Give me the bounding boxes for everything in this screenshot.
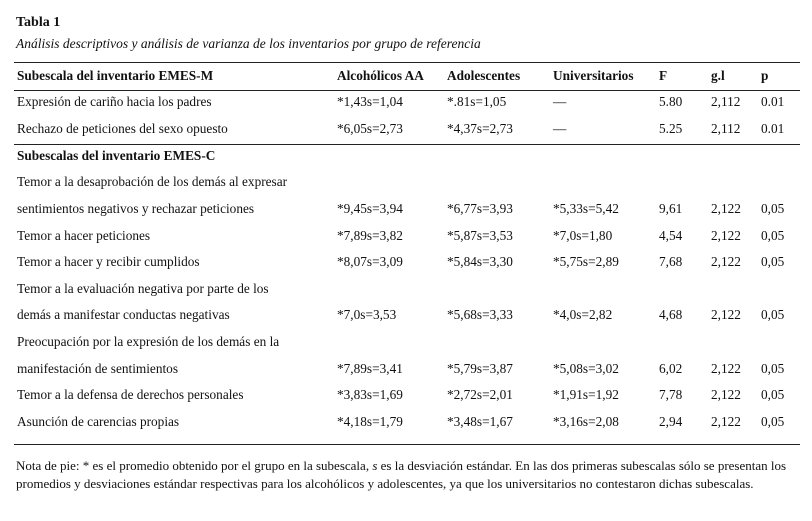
cell-alcoholicos: *1,43s=1,04 — [337, 94, 403, 110]
footnote-s-symbol: s — [372, 458, 378, 473]
cell-gl: 2,122 — [711, 360, 741, 376]
cell-p: 0,05 — [761, 387, 785, 403]
cell-universitarios: *5,33s=5,42 — [553, 201, 619, 217]
cell-alcoholicos: *8,07s=3,09 — [337, 254, 403, 270]
cell-adolescentes: *6,77s=3,93 — [447, 201, 513, 217]
cell-alcoholicos: *7,89s=3,41 — [337, 360, 403, 376]
row-label: Temor a la defensa de derechos personales — [17, 387, 244, 403]
cell-f: 6,02 — [659, 360, 683, 376]
cell-universitarios — [553, 169, 659, 196]
bottom-rule — [14, 444, 800, 445]
cell-gl: 2,122 — [711, 254, 741, 270]
table-row — [14, 196, 800, 223]
cell-universitarios — [553, 276, 659, 303]
header-f: F — [659, 67, 668, 83]
row-label: demás a manifestar conductas negativas — [17, 307, 230, 323]
cell-gl: 2,122 — [711, 387, 741, 403]
cell-alcoholicos: *7,89s=3,82 — [337, 227, 403, 243]
table-row — [14, 249, 800, 276]
cell-p: 0,05 — [761, 360, 785, 376]
cell-universitarios: *4,0s=2,82 — [553, 307, 613, 323]
cell-universitarios: — — [553, 94, 567, 110]
cell-alcoholicos: *4,18s=1,79 — [337, 413, 403, 429]
row-label: Rechazo de peticiones del sexo opuesto — [17, 120, 228, 136]
cell-p — [761, 276, 800, 303]
row-label: manifestación de sentimientos — [17, 360, 178, 376]
cell-p: 0,05 — [761, 307, 785, 323]
table-row — [14, 355, 800, 382]
table-row — [14, 302, 800, 329]
footnote-part1: Nota de pie: * es el promedio obtenido por el grupo en la subescala, — [16, 458, 373, 473]
cell-p: 0,05 — [761, 227, 785, 243]
cell-gl: 2,122 — [711, 307, 741, 323]
cell-gl: 2,112 — [711, 94, 741, 110]
table-row — [14, 169, 800, 196]
cell-adolescentes — [447, 169, 553, 196]
cell-alcoholicos: *3,83s=1,69 — [337, 387, 403, 403]
cell-universitarios: *3,16s=2,08 — [553, 413, 619, 429]
cell-adolescentes — [447, 329, 553, 356]
cell-p: 0,05 — [761, 201, 785, 217]
cell-adolescentes — [447, 276, 553, 303]
cell-adolescentes: *4,37s=2,73 — [447, 120, 513, 136]
cell-gl: 2,112 — [711, 120, 741, 136]
cell-gl: 2,122 — [711, 227, 741, 243]
cell-adolescentes: *5,87s=3,53 — [447, 227, 513, 243]
cell-universitarios: *5,08s=3,02 — [553, 360, 619, 376]
cell-alcoholicos: *9,45s=3,94 — [337, 201, 403, 217]
cell-gl — [711, 169, 761, 196]
cell-p — [761, 329, 800, 356]
cell-universitarios: *5,75s=2,89 — [553, 254, 619, 270]
cell-f — [659, 276, 711, 303]
cell-universitarios: — — [553, 120, 567, 136]
cell-alcoholicos — [337, 276, 447, 303]
cell-gl — [711, 276, 761, 303]
row-label: sentimientos negativos y rechazar peticiones — [17, 201, 255, 217]
table-row — [14, 89, 800, 116]
cell-alcoholicos — [337, 329, 447, 356]
cell-f: 7,78 — [659, 387, 683, 403]
cell-p — [761, 169, 800, 196]
cell-adolescentes: *.81s=1,05 — [447, 94, 507, 110]
header-alcoholicos: Alcohólicos AA — [337, 67, 424, 83]
row-label: Expresión de cariño hacia los padres — [17, 94, 212, 110]
header-gl: g.l — [711, 67, 725, 83]
header-subescala: Subescala del inventario EMES-M — [17, 67, 214, 83]
row-label: Temor a hacer peticiones — [17, 227, 151, 243]
header-universitarios: Universitarios — [553, 67, 634, 83]
cell-f: 5.80 — [659, 94, 683, 110]
cell-gl — [711, 329, 761, 356]
table-title: Tabla 1 — [16, 15, 61, 30]
cell-f: 5.25 — [659, 120, 683, 136]
cell-adolescentes: *5,79s=3,87 — [447, 360, 513, 376]
section-header-row — [14, 142, 800, 169]
cell-p: 0.01 — [761, 120, 785, 136]
cell-f: 7,68 — [659, 254, 683, 270]
cell-alcoholicos: *6,05s=2,73 — [337, 120, 403, 136]
cell-alcoholicos — [337, 169, 447, 196]
cell-universitarios: *1,91s=1,92 — [553, 387, 619, 403]
cell-f: 4,54 — [659, 227, 683, 243]
cell-f — [659, 329, 711, 356]
row-label: Temor a hacer y recibir cumplidos — [17, 254, 200, 270]
table-header-row — [14, 62, 800, 89]
row-label: Temor a la evaluación negativa por parte de los — [17, 280, 269, 296]
table-subtitle: Análisis descriptivos y análisis de varianza de los inventarios por grupo de referencia — [16, 36, 481, 51]
cell-universitarios — [553, 329, 659, 356]
header-adolescentes: Adolescentes — [447, 67, 521, 83]
cell-adolescentes: *2,72s=2,01 — [447, 387, 513, 403]
cell-adolescentes: *3,48s=1,67 — [447, 413, 513, 429]
row-label: Temor a la desaprobación de los demás al expresar — [17, 174, 288, 190]
cell-f: 9,61 — [659, 201, 683, 217]
cell-f — [659, 169, 711, 196]
table-row — [14, 116, 800, 143]
row-label: Asunción de carencias propias — [17, 413, 180, 429]
header-p: p — [761, 67, 769, 83]
cell-universitarios: *7,0s=1,80 — [553, 227, 613, 243]
footnote-part2: es la desviación estándar. En las dos primeras subescalas sólo se presentan los promedios y desviaciones estándar respectivas para los alcohólicos y adolescentes, ya que los universitarios no contestaron dichas subescalas. — [16, 458, 787, 491]
cell-p: 0,05 — [761, 254, 785, 270]
cell-p: 0,05 — [761, 413, 785, 429]
table-row — [14, 382, 800, 409]
footnote — [16, 457, 806, 492]
results-table — [14, 62, 800, 435]
cell-p: 0.01 — [761, 94, 785, 110]
table-row — [14, 222, 800, 249]
cell-alcoholicos: *7,0s=3,53 — [337, 307, 397, 323]
table-row — [14, 329, 800, 356]
cell-adolescentes: *5,68s=3,33 — [447, 307, 513, 323]
cell-gl: 2,122 — [711, 413, 741, 429]
cell-gl: 2,122 — [711, 201, 741, 217]
table-row — [14, 409, 800, 436]
cell-f: 2,94 — [659, 413, 683, 429]
cell-adolescentes: *5,84s=3,30 — [447, 254, 513, 270]
section2-title: Subescalas del inventario EMES-C — [17, 147, 216, 163]
table-row — [14, 276, 800, 303]
row-label: Preocupación por la expresión de los demás en la — [17, 334, 280, 350]
cell-f: 4,68 — [659, 307, 683, 323]
